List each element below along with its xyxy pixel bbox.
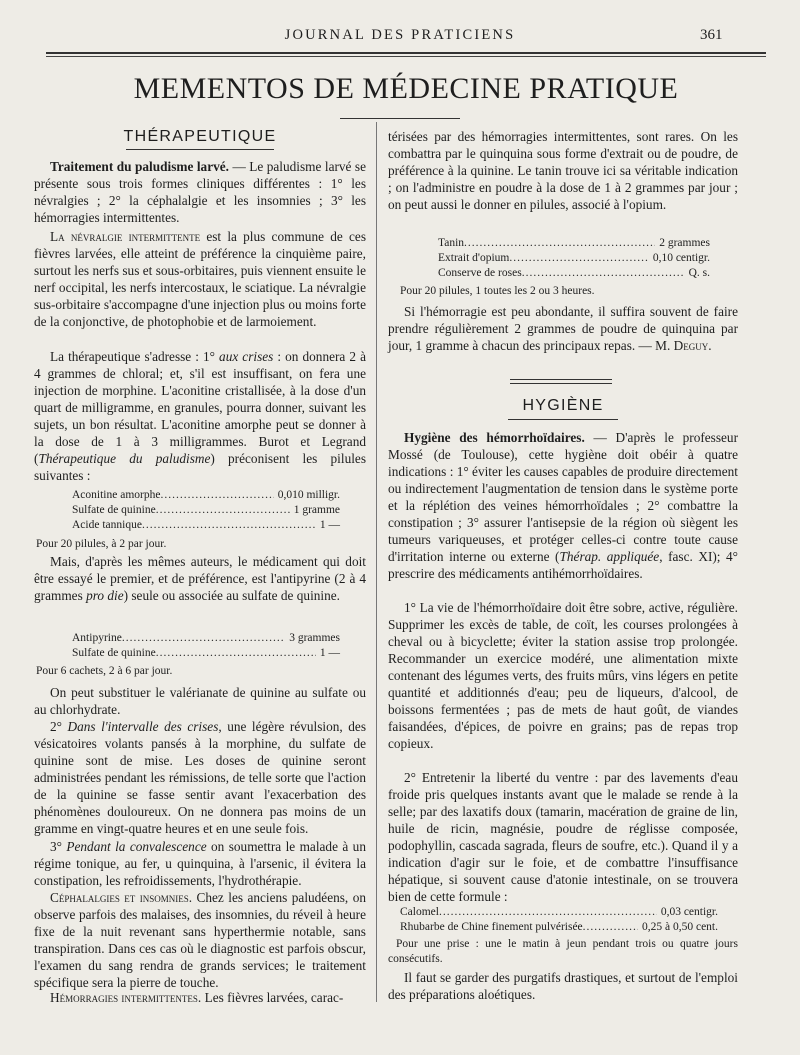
paragraph [388, 429, 738, 582]
prescription-row: Sulfate de quinine ..... 1 — [72, 646, 340, 661]
paragraph-text: ) préconisent les pilules suivantes : [34, 451, 366, 483]
header-rule [46, 52, 766, 54]
prescription-4 [400, 905, 718, 935]
paragraph-text: on soumettra le malade à un régime tonique, au fer, u quinquina, à l'arsenic, il évitera la constipation, les refroidissements, l'hydrothérapie. [34, 839, 366, 888]
paragraph [388, 769, 738, 905]
italic-text: Dans l'intervalle des crises [67, 719, 219, 734]
paragraph [388, 128, 738, 213]
page-title: MEMENTOS DE MÉDECINE PRATIQUE [133, 72, 679, 105]
separator-rule [510, 379, 612, 380]
prescription-row: Rhubarbe de Chine finement pulvérisée ..... 0,25 à 0,50 cent. [400, 920, 718, 935]
title-underline [340, 118, 460, 119]
paragraph-text: , fasc. XI); 4° prescrire des médicaments antihémorrhoïdaires. [388, 549, 739, 581]
paragraph-text: , une légère révulsion, des vésicatoires volants pansés à la morphine, du sulfate de quinine sont de mise. Les doses de quinine seront administrées pendant les rémissions, de telle sorte que l'action de la quinine se fasse sentir avant l'exacerbation des phénomènes douloureux. On ne donnera pas moins de un gramme en vingt-quatre heures et en une seule fois. [34, 719, 366, 836]
prescription-row: Sulfate de quinine ..... 1 gramme [72, 503, 340, 518]
paragraph-text: — Le paludisme larvé se présente sous trois formes cliniques différentes : 1° les névralgies ; 2° la céphalalgie et les insomnies ; 3° les hémorragies intermittentes. [34, 159, 367, 225]
header-rule-thin [46, 56, 766, 57]
prescription-row: Conserve de roses ..... Q. s. [438, 266, 710, 281]
paragraph-text: La thérapeutique s'adresse : 1° [50, 349, 220, 364]
prescription-row: Tanin ..... 2 grammes [438, 236, 710, 251]
separator-rule [510, 383, 612, 384]
prescription-row: Aconitine amorphe ..... 0,010 milligr. [72, 488, 340, 503]
lead-in: Hémorragies intermittentes. [50, 990, 202, 1005]
section-underline [126, 149, 274, 150]
paragraph [388, 303, 738, 354]
italic-text: Thérapeutique du paludisme [38, 451, 211, 466]
paragraph-text: : on donnera 2 à 4 grammes de chloral; et, s'il est insuffisant, on fera une injection de morphine. L'aconitine cristallisée, à la dose d'un quart de milligramme, en granules, pourra donner, suivant les sujets, un bon résultat. L'aconitine amorphe peut se donner à la dose de 1 à 3 milligrammes. Burot et Legrand ( [34, 349, 366, 466]
section-underline [508, 419, 618, 420]
page-number: 361 [700, 27, 723, 43]
column-divider [376, 122, 377, 1002]
paragraph-text: ) seule ou associée au sulfate de quinine. [123, 588, 340, 603]
lead-in: Céphalalgies et insomnies. [50, 890, 193, 905]
italic-text: aux crises [219, 349, 274, 364]
running-header-title: JOURNAL DES PRATICIENS [284, 27, 516, 43]
prescription-note: Pour 6 cachets, 2 à 6 par jour. [36, 665, 173, 677]
paragraph-text: est la plus commune de ces fièvres larvées, elle atteint de préférence la cinquième paire, surtout les nerfs sus et sous-orbitaires, puis viennent ensuite le nerf occipital, les nerfs intercostaux, le sciatique. La névralgie sus-orbitaire s'accompagne d'une injection plus ou moins forte de la conjonctive, de photophobie et de larmoiement. [34, 229, 366, 329]
section-heading-therapeutique: THÉRAPEUTIQUE [123, 128, 277, 145]
paragraph-heading: Hygiène des hémorrhoïdaires. [404, 430, 585, 445]
paragraph [34, 838, 366, 889]
paragraph [34, 718, 366, 837]
lead-in: La névralgie intermittente [50, 229, 201, 244]
paragraph-text: — D'après le professeur Mossé (de Toulouse), cette hygiène doit obéir à quatre indications : 1° éviter les causes capables de produire directement ou indirectement l'augmentation de tension dans le système porte et la réplétion des veines hémorrhoïdales ; 2° combattre la constipation ; 3° assurer l'antisepsie de la région où siègent les tumeurs variqueuses, et protéger celles-ci contre toute cause d'irritation interne ou externe ( [388, 430, 738, 564]
paragraph [388, 599, 738, 752]
paragraph-text: 2° Entretenir la liberté du ventre : par des lavements d'eau froide pris quelques instants avant que le malade se rende à la selle; par des laxatifs doux (tamarin, macération de graine de lin, huile de ricin, magnésie, poudre de réglisse composée, podophyllin, cascada sagrada, fleurs de soufre, etc.). Quand il y a indication d'agir sur le foie, et de combattre l'insuffisance hépatique, si souvent cause d'atonie intestinale, on se trouvera bien de cette formule : [388, 770, 738, 904]
paragraph-text: On peut substituer le valérianate de quinine au sulfate ou au chlorhydrate. [34, 685, 366, 717]
prescription-note: Pour 20 pilules, 1 toutes les 2 ou 3 heures. [400, 285, 595, 297]
italic-text: pro die [86, 588, 124, 603]
prescription-2 [72, 631, 340, 661]
paragraph [34, 228, 366, 330]
section-heading-hygiene: HYGIÈNE [522, 397, 604, 414]
paragraph-heading: Traitement du paludisme larvé. [50, 159, 229, 174]
paragraph [34, 684, 366, 718]
paragraph [388, 969, 738, 1003]
author-signature: Deguy. [673, 338, 712, 353]
prescription-row: Acide tannique ..... 1 — [72, 518, 340, 533]
paragraph-text: térisées par des hémorragies intermittentes, sont rares. On les combattra par le quinquina sous forme d'extrait ou de poudre, de préférence à la quinine. Le tanin trouve ici sa véritable indication ; on l'administre en poudre à la dose de 1 à 2 grammes par jour ; on peut aussi le donner en pilules, associé à l'opium. [388, 129, 738, 212]
paragraph-text: Mais, d'après les mêmes auteurs, le médicament qui doit être essayé le premier, et de préférence, est l'antipyrine (2 à 4 grammes [34, 554, 366, 603]
prescription-1 [72, 488, 340, 533]
paragraph-text: 3° [50, 839, 67, 854]
prescription-row: Calomel ..... 0,03 centigr. [400, 905, 718, 920]
prescription-note: Pour 20 pilules, à 2 par jour. [36, 538, 167, 550]
prescription-row: Antipyrine ..... 3 grammes [72, 631, 340, 646]
paragraph [34, 989, 366, 1006]
italic-text: Pendant la convalescence [66, 839, 207, 854]
italic-text: Thérap. appliquée [559, 549, 660, 564]
paragraph-text: Si l'hémorragie est peu abondante, il suffira souvent de faire prendre régulièrement 2 grammes de poudre de quinquina par jour, 1 gramme à chacun des principaux repas. — M. [388, 304, 738, 353]
paragraph-text: Chez les anciens paludéens, on observe parfois des malaises, des insomnies, du réveil à heure fixe de la nuit revenant sans hyperthermie notable, sans transpiration. Dans ces cas où le diagnostic est parfois obscur, l'examen du sang rendra de grands services; le traitement spécifique sera la pierre de touche. [34, 890, 366, 990]
paragraph [34, 348, 366, 484]
paragraph-text: Les fièvres larvées, carac- [201, 990, 344, 1005]
paragraph-text: 2° [50, 719, 68, 734]
prescription-note: Pour une prise : une le matin à jeun pendant trois ou quatre jours consécutifs. [388, 938, 738, 965]
paragraph [34, 553, 366, 604]
paragraph-text: 1° La vie de l'hémorrhoïdaire doit être sobre, active, régulière. Supprimer les excès de table, de coït, les courses prolongées à cheval ou à bicyclette; éviter la station assise trop prolongée. Recommander un exercice modéré, une alimentation mixte contenant des légumes verts, des fruits mûrs, vins légers en petite quantité et additionnés d'eau; peu de liqueurs, d'alcool, de boissons fermentées ; pas de mets de haut goût, de viandes faisandées, d'épices, de poivre en grains; pas de repas trop copieux. [388, 600, 738, 751]
paragraph-text: Il faut se garder des purgatifs drastiques, et surtout de l'emploi des préparations aloétiques. [388, 970, 738, 1002]
prescription-row: Extrait d'opium ..... 0,10 centigr. [438, 251, 710, 266]
paragraph [34, 889, 366, 991]
paragraph [34, 158, 366, 226]
prescription-3 [438, 236, 710, 281]
